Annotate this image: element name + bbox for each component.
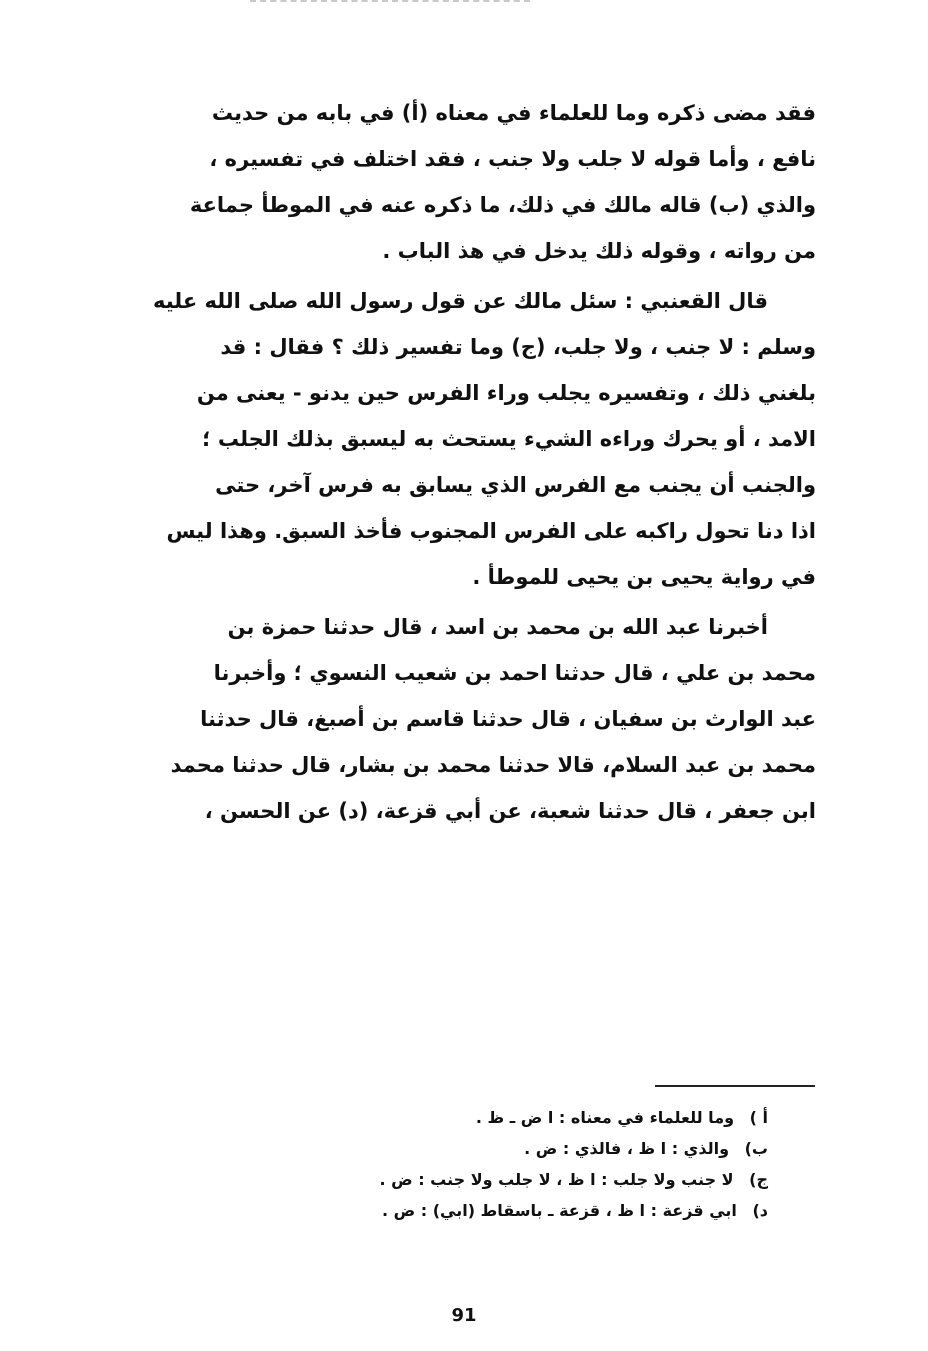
paragraph (170, 604, 816, 834)
text-line: محمد بن عبد السلام، قالا حدثنا محمد بن بشار، قال حدثنا محمد (170, 753, 816, 777)
footnote-marker: ج) (749, 1170, 768, 1189)
text-line: وسلم : لا جنب ، ولا جلب، (ج) وما تفسير ذلك ؟ فقال : قد (220, 335, 816, 359)
footnotes (248, 1102, 768, 1226)
page-number: 91 (451, 1305, 477, 1326)
footnote (248, 1164, 768, 1195)
footnote-marker: د) (752, 1201, 768, 1220)
footnote (248, 1102, 768, 1133)
paragraph (188, 90, 816, 274)
footnote-divider (655, 1085, 815, 1087)
text-line: اذا دنا تحول راكبه على الفرس المجنوب فأخذ السبق. وهذا ليس (166, 519, 816, 543)
text-line: عبد الوارث بن سفيان ، قال حدثنا قاسم بن أصبغ، قال حدثنا (200, 707, 816, 731)
text-line: محمد بن علي ، قال حدثنا احمد بن شعيب النسوي ؛ وأخبرنا (213, 661, 816, 685)
footnote-text: والذي : ا ظ ، فالذي : ض . (524, 1139, 730, 1158)
text-line: ابن جعفر ، قال حدثنا شعبة، عن أبي قزعة، (د) عن الحسن ، (204, 799, 816, 823)
text-line: نافع ، وأما قوله لا جلب ولا جنب ، فقد اختلف في تفسيره ، (209, 147, 816, 171)
text-line: والذي (ب) قاله مالك في ذلك، ما ذكره عنه في الموطأ جماعة (189, 193, 816, 217)
scan-edge-artifact (250, 0, 530, 4)
text-line: قال القعنبي : سئل مالك عن قول رسول الله صلى الله عليه (152, 289, 768, 313)
paragraph (152, 278, 816, 600)
text-line: الامد ، أو يحرك وراءه الشيء يستحث به ليسبق بذلك الجلب ؛ (202, 427, 816, 451)
text-line: بلغني ذلك ، وتفسيره يجلب وراء الفرس حين يدنو - يعنى من (196, 381, 816, 405)
text-line: في رواية يحيى بن يحيى للموطأ . (472, 565, 816, 589)
footnote-text: وما للعلماء في معناه : ا ض ـ ظ . (475, 1108, 735, 1127)
footnote (248, 1195, 768, 1226)
footnote-marker: أ ) (749, 1108, 768, 1127)
text-line: والجنب أن يجنب مع الفرس الذي يسابق به فرس آخر، حتى (215, 473, 816, 497)
text-line: فقد مضى ذكره وما للعلماء في معناه (أ) في بابه من حديث (211, 101, 816, 125)
footnote-marker: ب) (744, 1139, 768, 1158)
main-text (152, 90, 816, 834)
text-line: أخبرنا عبد الله بن محمد بن اسد ، قال حدثنا حمزة بن (227, 615, 768, 639)
footnote-text: لا جنب ولا جلب : ا ظ ، لا جلب ولا جنب : ض . (379, 1170, 734, 1189)
footnote-text: ابي قزعة : ا ظ ، قزعة ـ باسقاط (ابي) : ض . (382, 1201, 737, 1220)
text-line: من رواته ، وقوله ذلك يدخل في هذ الباب . (382, 239, 816, 263)
footnote (248, 1133, 768, 1164)
